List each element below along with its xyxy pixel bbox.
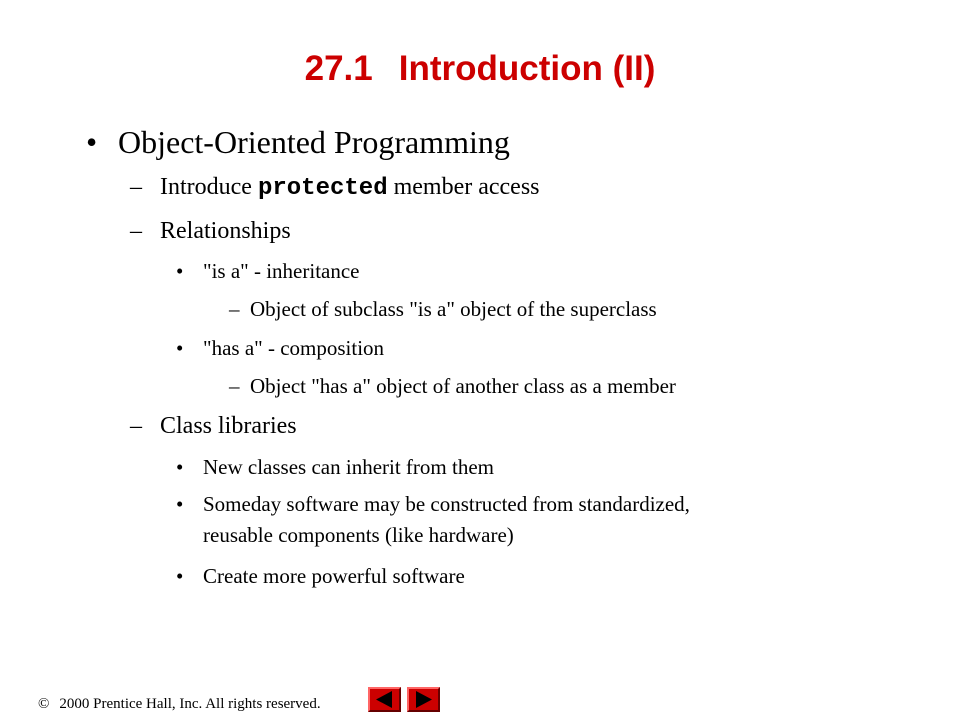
right-arrow-icon	[409, 689, 438, 710]
left-arrow-icon	[370, 689, 399, 710]
copyright-text: 2000 Prentice Hall, Inc. All rights reserved.	[59, 696, 321, 712]
item-relationships: Relationships	[160, 218, 291, 244]
dash-icon: –	[130, 174, 142, 200]
slide-title-number: 27.1	[304, 49, 373, 88]
bullet-icon: •	[176, 492, 184, 516]
copyright-icon: ©	[38, 696, 50, 712]
next-slide-button[interactable]	[407, 687, 440, 712]
item-is-a-detail: Object of subclass "is a" object of the superclass	[250, 297, 657, 321]
slide-title-text: Introduction (II)	[398, 49, 656, 88]
dash-icon: –	[229, 297, 240, 321]
bullet-icon: •	[176, 455, 184, 479]
item-is-a: "is a" - inheritance	[203, 259, 360, 283]
bullet-icon: •	[176, 564, 184, 588]
dash-icon: –	[229, 374, 240, 398]
bullet-icon: •	[176, 259, 184, 283]
topic-oop: Object-Oriented Programming	[118, 124, 510, 160]
bullet-icon: •	[86, 124, 98, 160]
slide-title	[0, 46, 960, 92]
dash-icon: –	[130, 413, 142, 439]
previous-slide-button[interactable]	[368, 687, 401, 712]
item-powerful: Create more powerful software	[203, 564, 465, 588]
item-someday-line1: Someday software may be constructed from standardized,	[203, 492, 690, 516]
item-inherit: New classes can inherit from them	[203, 455, 494, 479]
copyright-footer	[38, 693, 321, 715]
item-class-libraries: Class libraries	[160, 413, 297, 439]
item-has-a: "has a" - composition	[203, 336, 385, 360]
protected-keyword: protected	[257, 175, 388, 202]
item-someday-line2: reusable components (like hardware)	[203, 523, 514, 547]
bullet-icon: •	[176, 336, 184, 360]
item-protected-post: member access	[387, 174, 540, 200]
item-protected-pre: Introduce	[160, 174, 258, 200]
item-has-a-detail: Object "has a" object of another class as a member	[250, 374, 676, 398]
item-protected	[160, 172, 540, 204]
dash-icon: –	[130, 218, 142, 244]
